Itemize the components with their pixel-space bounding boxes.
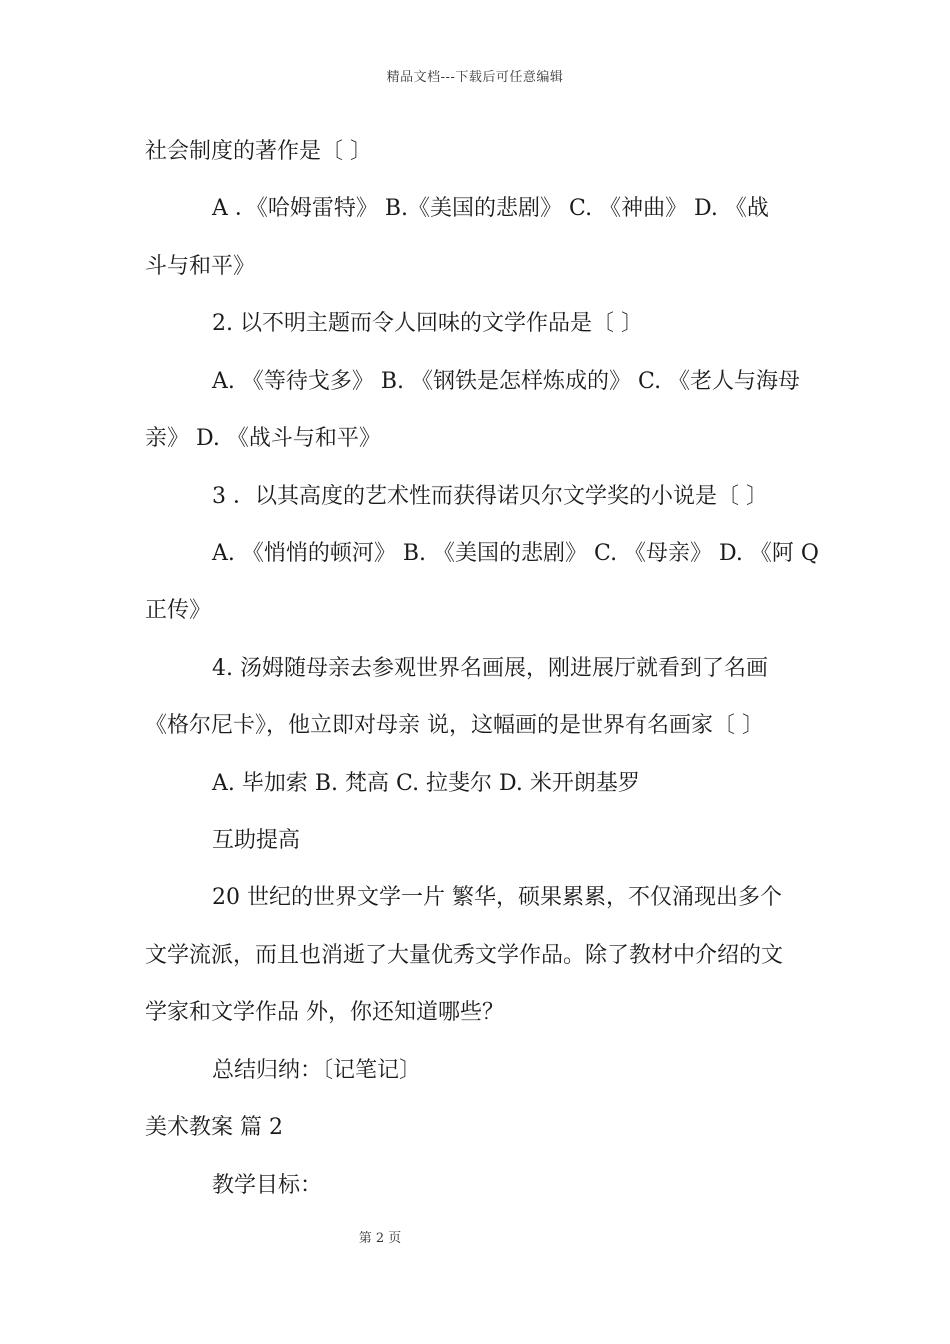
text-line: 《格尔尼卡》，他立即对母亲 说，这幅画的是世界有名画家〔 〕: [145, 713, 764, 738]
text-line: 斗与和平》: [145, 254, 256, 279]
paragraph-line: 文学流派，而且也消逝了大量优秀文学作品。除了教材中介绍的文: [145, 943, 784, 968]
text-line: 正传》: [145, 598, 212, 623]
question-3-options: A. 《悄悄的顿河》 B. 《美国的悲剧》 C. 《母亲》 D. 《阿 Q: [212, 541, 819, 566]
question-2-options: A. 《等待戈多》 B. 《钢铁是怎样炼成的》 C. 《老人与海母: [212, 369, 801, 394]
summary-line: 总结归纳：〔记笔记〕: [212, 1058, 422, 1083]
paragraph-line: 20 世纪的世界文学一片 繁华，硕果累累，不仅涌现出多个: [212, 885, 782, 910]
question-4: 4. 汤姆随母亲去参观世界名画展，刚进展厅就看到了名画: [212, 656, 768, 681]
page-number: 第 2 页: [358, 1231, 402, 1246]
question-4-options: A. 毕加索 B. 梵高 C. 拉斐尔 D. 米开朗基罗: [212, 771, 640, 796]
page-header: 精品文档---下载后可任意编辑: [386, 70, 564, 85]
lesson-title: 美术教案 篇 2: [145, 1115, 283, 1140]
teaching-goals-heading: 教学目标：: [212, 1173, 323, 1198]
question-2: 2. 以不明主题而令人回味的文学作品是〔 〕: [212, 311, 643, 336]
paragraph-line: 学家和文学作品 外，你还知道哪些？: [145, 1000, 504, 1025]
section-heading: 互助提高: [212, 828, 301, 853]
question-1-options: A ．《哈姆雷特》 B.《美国的悲剧》 C. 《神曲》 D. 《战: [212, 196, 769, 221]
text-line: 社会制度的著作是〔 〕: [145, 139, 372, 164]
text-line: 亲》 D. 《战斗与和平》: [145, 426, 381, 451]
question-3: 3 ．以其高度的艺术性而获得诺贝尔文学奖的小说是〔 〕: [212, 484, 768, 509]
